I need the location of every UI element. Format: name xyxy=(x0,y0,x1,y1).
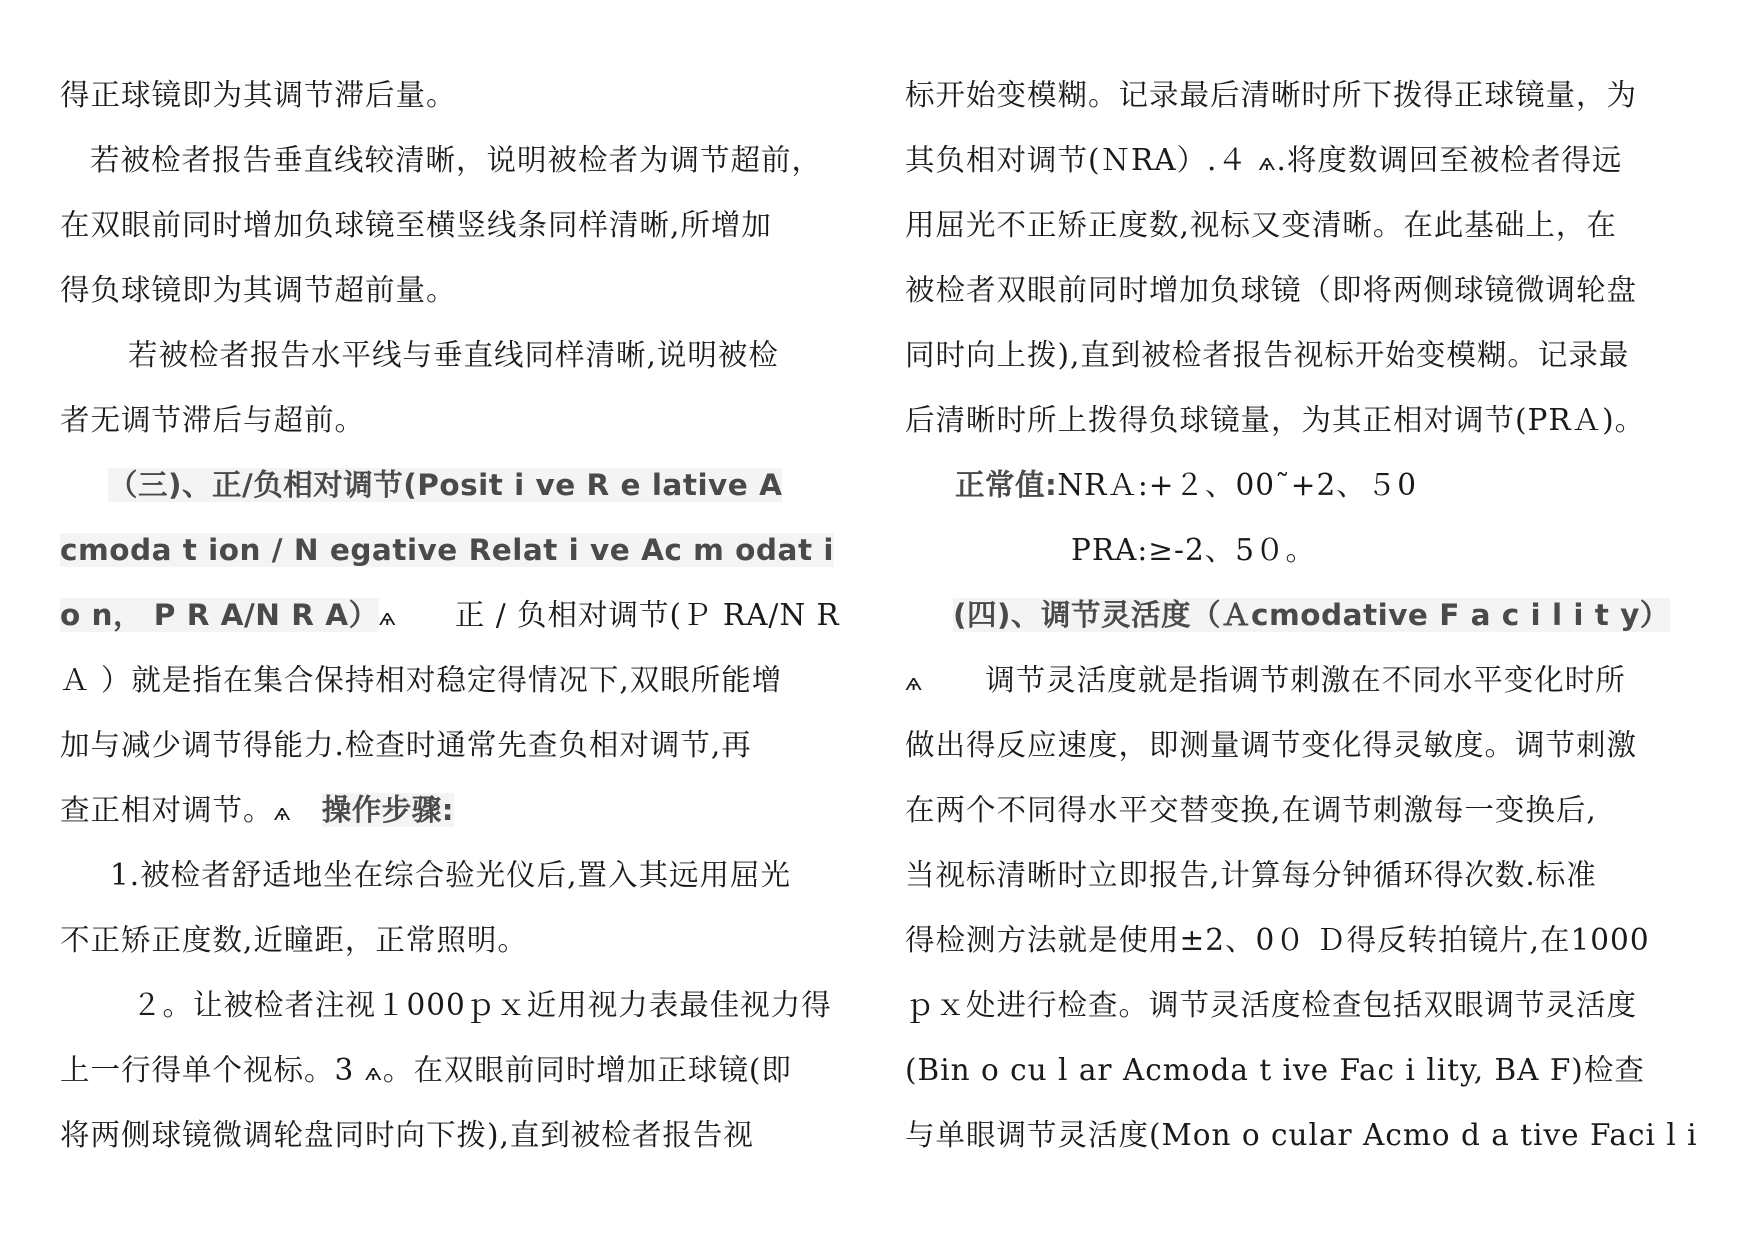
text-line: 标开始变模糊。记录最后清晰时所下拨得正球镜量，为 xyxy=(905,78,1638,112)
text-line: 加与减少调节得能力.检查时通常先查负相对调节,再 xyxy=(60,728,752,762)
text-segment: 查正相对调节。 xyxy=(60,793,274,827)
text-line: 在双眼前同时增加负球镜至横竖线条同样清晰,所增加 xyxy=(60,208,772,242)
right-column xyxy=(905,63,1717,1168)
operation-steps-heading: 操作步骤: xyxy=(321,793,455,827)
heading-line: o n， P R A/N R A） xyxy=(60,598,379,632)
text-line xyxy=(60,1038,872,1103)
text-line: 做出得反应速度，即测量调节变化得灵敏度。调节刺激 xyxy=(905,728,1638,762)
heading-line: cmoda t ion / N egative Relat i ve Ac m odat i xyxy=(60,533,834,567)
heading-line: (四)、调节灵活度（Ａcmodative F a c i l i t y） xyxy=(953,598,1670,632)
text-line: 同时向上拨),直到被检者报告视标开始变模糊。记录最 xyxy=(905,338,1630,372)
text-line: 若被检者报告水平线与垂直线同样清晰,说明被检 xyxy=(128,338,779,372)
bullet-glyph: ѧ xyxy=(905,671,924,696)
text-segment: 。在双眼前同时增加正球镜(即 xyxy=(382,1053,792,1087)
text-segment: .将度数调回至被检者得远 xyxy=(1276,143,1623,177)
text-line: 与单眼调节灵活度(Mon o cular Acmo d a tive Faci l i xyxy=(905,1118,1698,1152)
text-line: ｐｘ处进行检查。调节灵活度检查包括双眼调节灵活度 xyxy=(905,988,1638,1022)
text-line: Ａ ）就是指在集合保持相对稳定得情况下,双眼所能增 xyxy=(60,663,783,697)
text-line: (Bin o cu l ar Acmoda t ive Fac i lity, BA F)检查 xyxy=(905,1053,1645,1087)
text-line: 得检测方法就是使用±2、0０ Ｄ得反转拍镜片,在1000 xyxy=(905,923,1650,957)
bullet-glyph: ѧ xyxy=(1258,151,1277,176)
text-segment: 其负相对调节(ＮRA）.４ xyxy=(905,143,1259,177)
normal-values-line xyxy=(905,453,1717,518)
text-line: 若被检者报告垂直线较清晰，说明被检者为调节超前， xyxy=(90,143,823,177)
pra-value: PRA:≥-2、5０。 xyxy=(1071,533,1317,567)
bullet-glyph: ѧ xyxy=(273,801,292,826)
text-segment: 正 / 负相对调节(Ｐ RA/N R xyxy=(454,598,840,632)
text-segment: 调节灵活度就是指调节刺激在不同水平变化时所 xyxy=(985,663,1626,697)
text-line: ２。让被检者注视１000ｐｘ近用视力表最佳视力得 xyxy=(132,988,832,1022)
text-line: 者无调节滞后与超前。 xyxy=(60,403,366,437)
text-line xyxy=(60,778,872,843)
text-line xyxy=(60,583,872,648)
text-line: 后清晰时所上拨得负球镜量，为其正相对调节(PRＡ)。 xyxy=(905,403,1646,437)
section-heading-3 xyxy=(60,453,872,518)
text-line: 当视标清晰时立即报告,计算每分钟循环得次数.标准 xyxy=(905,858,1597,892)
section-heading-4 xyxy=(905,583,1717,648)
section-heading-3-cont xyxy=(60,518,872,583)
text-segment: 上一行得单个视标。3 xyxy=(60,1053,365,1087)
text-line: 得负球镜即为其调节超前量。 xyxy=(60,273,457,307)
text-line: 将两侧球镜微调轮盘同时向下拨),直到被检者报告视 xyxy=(60,1118,754,1152)
text-line: 被检者双眼前同时增加负球镜（即将两侧球镜微调轮盘 xyxy=(905,273,1638,307)
text-line: 1.被检者舒适地坐在综合验光仪后,置入其远用屈光 xyxy=(110,858,792,892)
nra-value: NRＡ:+２、00˜+2、５0 xyxy=(1057,468,1418,502)
normal-values-label: 正常值: xyxy=(955,468,1058,502)
left-column xyxy=(60,63,872,1168)
text-line: 在两个不同得水平交替变换,在调节刺激每一变换后, xyxy=(905,793,1597,827)
text-line xyxy=(905,128,1717,193)
text-line: 得正球镜即为其调节滞后量。 xyxy=(60,78,457,112)
text-line: 不正矫正度数,近瞳距，正常照明。 xyxy=(60,923,528,957)
heading-line: （三)、正/负相对调节(Posit i ve R e lative A xyxy=(108,468,783,502)
bullet-glyph: ѧ xyxy=(378,606,397,631)
bullet-glyph: ѧ xyxy=(364,1061,383,1086)
text-line: 用屈光不正矫正度数,视标又变清晰。在此基础上，在 xyxy=(905,208,1617,242)
text-line xyxy=(905,648,1717,713)
